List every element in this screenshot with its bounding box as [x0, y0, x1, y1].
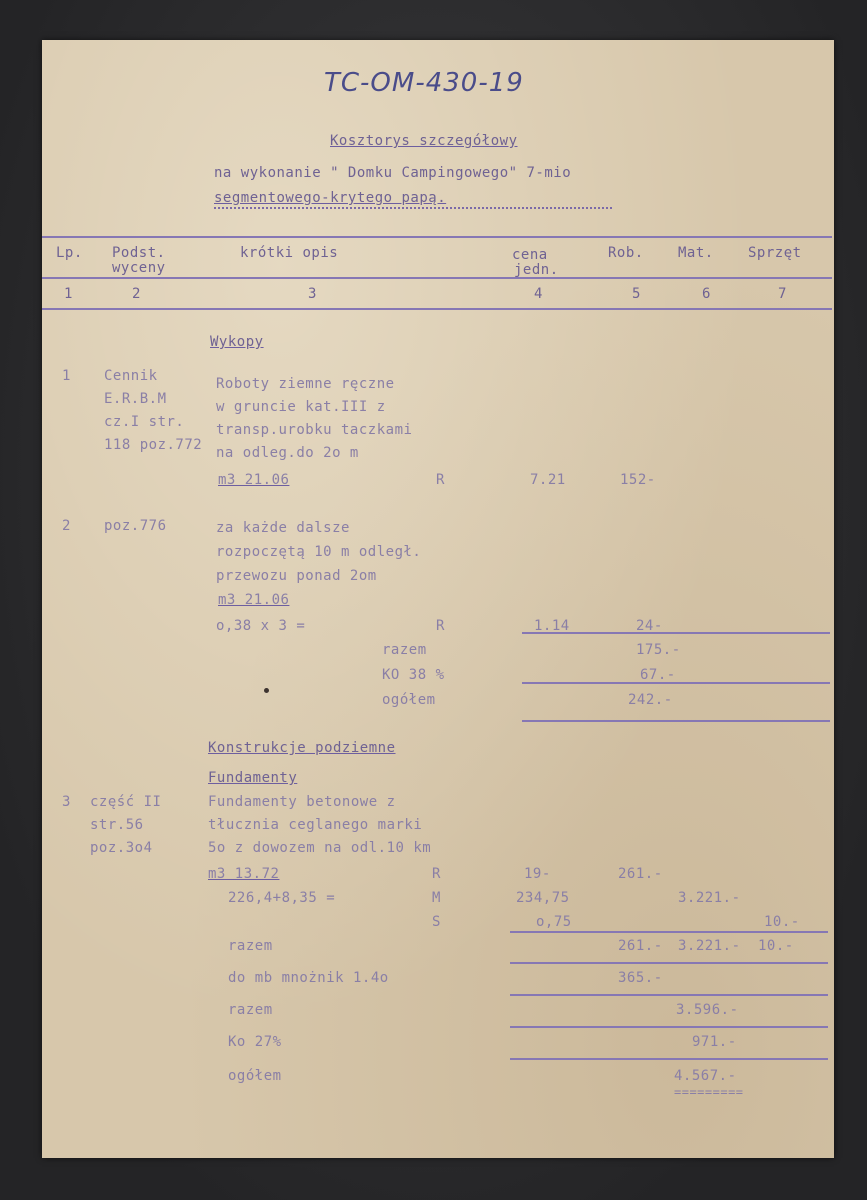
pos1-qty: m3 21.06 [218, 472, 290, 488]
header-mid-rule [42, 277, 832, 279]
sum1-total-label: ogółem [382, 692, 436, 708]
sum1-ko-rule [522, 682, 830, 684]
sum1-razem-label: razem [382, 642, 427, 658]
pos1-desc-1: Roboty ziemne ręczne [216, 376, 395, 392]
sum1-razem-val: 175.- [636, 642, 681, 658]
sum2-total-val: 4.567.- [674, 1068, 737, 1084]
pos1-desc-4: na odleg.do 2o m [216, 445, 359, 461]
pos2-rob: 24- [636, 618, 663, 634]
colnum-3: 3 [308, 286, 317, 302]
pos2-flag: R [436, 618, 445, 634]
pos3-basis-1: część II [90, 794, 162, 810]
header-rob: Rob. [608, 245, 644, 261]
pos3-flag-m: M [432, 890, 441, 906]
sum2-razem1-mat: 3.221.- [678, 938, 741, 954]
header-podst: Podst. [112, 245, 166, 261]
sum2-mnoznik-label: do mb mnożnik 1.4o [228, 970, 389, 986]
pos2-price: 1.14 [534, 618, 570, 634]
pos3-calc: 226,4+8,35 = [228, 890, 336, 906]
colnum-7: 7 [778, 286, 787, 302]
sum2-ko-val: 971.- [692, 1034, 737, 1050]
pos3-price-r: 19- [524, 866, 551, 882]
sum2-razem2-label: razem [228, 1002, 273, 1018]
sum1-total-rule [522, 720, 830, 722]
sum2-ko-label: Ko 27% [228, 1034, 282, 1050]
pos1-rob: 152- [620, 472, 656, 488]
sum2-razem2-rule [510, 1026, 828, 1028]
sum2-mnoznik-rule [510, 994, 828, 996]
pos1-desc-3: transp.urobku taczkami [216, 422, 413, 438]
header-mat: Mat. [678, 245, 714, 261]
document-page [42, 40, 834, 1158]
pos3-flag-r: R [432, 866, 441, 882]
pos1-basis-4: 118 poz.772 [104, 437, 203, 453]
title-line-2: na wykonanie " Domku Campingowego" 7-mio [214, 165, 572, 181]
pos3-desc-3: 5o z dowozem na odl.10 km [208, 840, 432, 856]
header-jedn: jedn. [514, 262, 559, 278]
sum2-razem1-rule [510, 962, 828, 964]
sum1-total-val: 242.- [628, 692, 673, 708]
colnum-5: 5 [632, 286, 641, 302]
pos1-basis-1: Cennik [104, 368, 158, 384]
pos2-basis: poz.776 [104, 518, 167, 534]
pos1-desc-2: w gruncie kat.III z [216, 399, 386, 415]
pos3-price-s: o,75 [536, 914, 572, 930]
title-dotted-underline [214, 207, 612, 209]
sum2-ko-rule [510, 1058, 828, 1060]
pos3-desc-2: tłucznia ceglanego marki [208, 817, 423, 833]
header-opis: krótki opis [240, 245, 339, 261]
pos3-rob-r: 261.- [618, 866, 663, 882]
sum2-razem1-spr: 10.- [758, 938, 794, 954]
section-fundamenty: Fundamenty [208, 770, 298, 786]
pos3-desc-1: Fundamenty betonowe z [208, 794, 396, 810]
title-line-3: segmentowego-krytego papą. [214, 190, 447, 206]
header-bottom-rule [42, 308, 832, 310]
sum2-razem1-rob: 261.- [618, 938, 663, 954]
archive-code: TC-OM-430-19 [324, 68, 524, 98]
pos3-sum-rule [510, 931, 828, 933]
sum1-ko-label: KO 38 % [382, 667, 445, 683]
ink-speck [264, 688, 269, 693]
pos2-desc-2: rozpoczętą 10 m odległ. [216, 544, 422, 560]
sum2-total-double-underline: ========= [674, 1085, 744, 1099]
sum2-razem1-label: razem [228, 938, 273, 954]
pos3-price-m: 234,75 [516, 890, 570, 906]
header-lp: Lp. [56, 245, 83, 261]
pos3-qty: m3 13.72 [208, 866, 280, 882]
pos2-desc-1: za każde dalsze [216, 520, 350, 536]
header-wyceny: wyceny [112, 260, 166, 276]
pos2-calc: o,38 x 3 = [216, 618, 306, 634]
pos2-qty: m3 21.06 [218, 592, 290, 608]
sum2-total-label: ogółem [228, 1068, 282, 1084]
pos1-price: 7.21 [530, 472, 566, 488]
pos3-spr-s: 10.- [764, 914, 800, 930]
pos1-flag: R [436, 472, 445, 488]
colnum-1: 1 [64, 286, 73, 302]
sum2-razem2-val: 3.596.- [676, 1002, 739, 1018]
pos3-basis-2: str.56 [90, 817, 144, 833]
header-top-rule [42, 236, 832, 238]
document-title: Kosztorys szczegółowy [330, 133, 518, 149]
colnum-4: 4 [534, 286, 543, 302]
pos3-flag-s: S [432, 914, 441, 930]
sum2-mnoznik-val: 365.- [618, 970, 663, 986]
pos2-desc-3: przewozu ponad 2om [216, 568, 377, 584]
pos2-sum-rule [522, 632, 830, 634]
section-konstrukcje: Konstrukcje podziemne [208, 740, 396, 756]
header-cena: cena [512, 247, 548, 263]
colnum-2: 2 [132, 286, 141, 302]
header-sprzet: Sprzęt [748, 245, 802, 261]
pos3-mat-m: 3.221.- [678, 890, 741, 906]
pos1-basis-3: cz.I str. [104, 414, 185, 430]
pos3-lp: 3 [62, 794, 71, 810]
pos3-basis-3: poz.3o4 [90, 840, 153, 856]
colnum-6: 6 [702, 286, 711, 302]
pos1-basis-2: E.R.B.M [104, 391, 167, 407]
sum1-ko-val: 67.- [640, 667, 676, 683]
pos2-lp: 2 [62, 518, 71, 534]
section-wykopy: Wykopy [210, 334, 264, 350]
pos1-lp: 1 [62, 368, 71, 384]
